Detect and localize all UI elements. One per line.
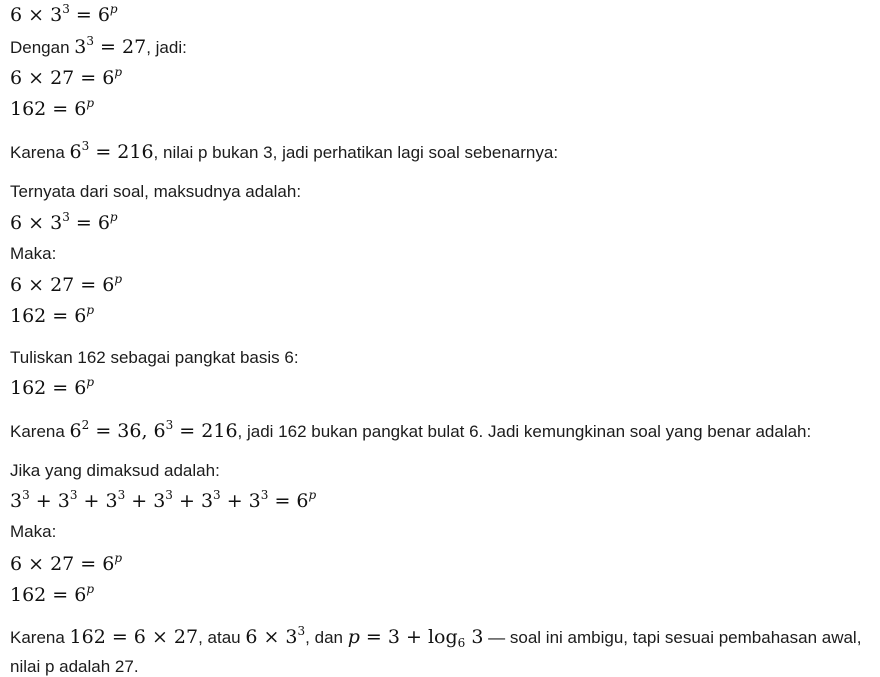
equation-line: $6 \times 3^3 = 6^p$ [10, 2, 118, 26]
equation-line: $6 \times 27 = 6^p$ [10, 551, 123, 575]
text-line: Maka: [10, 244, 57, 263]
text-line: Ternyata dari soal, maksudnya adalah: [10, 182, 302, 201]
equation-line: $162 = 6^p$ [10, 582, 95, 606]
text-line: Jika yang dimaksud adalah: [10, 461, 220, 480]
equation-line: $162 = 6^p$ [10, 375, 95, 399]
equation-line: $162 = 6^p$ [10, 96, 95, 120]
text-line: Dengan $3^3 = 27$, jadi: [10, 34, 187, 58]
equation-line: $6 \times 27 = 6^p$ [10, 65, 123, 89]
text-line: Maka: [10, 522, 57, 541]
equation-line: $3^3 + 3^3 + 3^3 + 3^3 + 3^3 + 3^3 = 6^p$ [10, 488, 317, 512]
text-line: Karena 162 = 6 × 27, atau $6 \times 3^3$, dan $p = 3 + \log_6 3$ — soal ini ambigu, tapi sesuai pembahasan awal, [10, 624, 862, 650]
equation-line: $6 \times 3^3 = 6^p$ [10, 210, 118, 234]
text-line: Karena $6^3 = 216$, nilai p bukan 3, jadi perhatikan lagi soal sebenarnya: [10, 139, 559, 163]
text-line: nilai p adalah 27. [10, 657, 139, 676]
equation-line: $6 \times 27 = 6^p$ [10, 272, 123, 296]
equation-line: $162 = 6^p$ [10, 303, 95, 327]
text-line: Karena $6^2 = 36$, $6^3 = 216$, jadi 162 bukan pangkat bulat 6. Jadi kemungkinan soal yang benar adalah: [10, 418, 812, 442]
text-line: Tuliskan 162 sebagai pangkat basis 6: [10, 348, 299, 367]
